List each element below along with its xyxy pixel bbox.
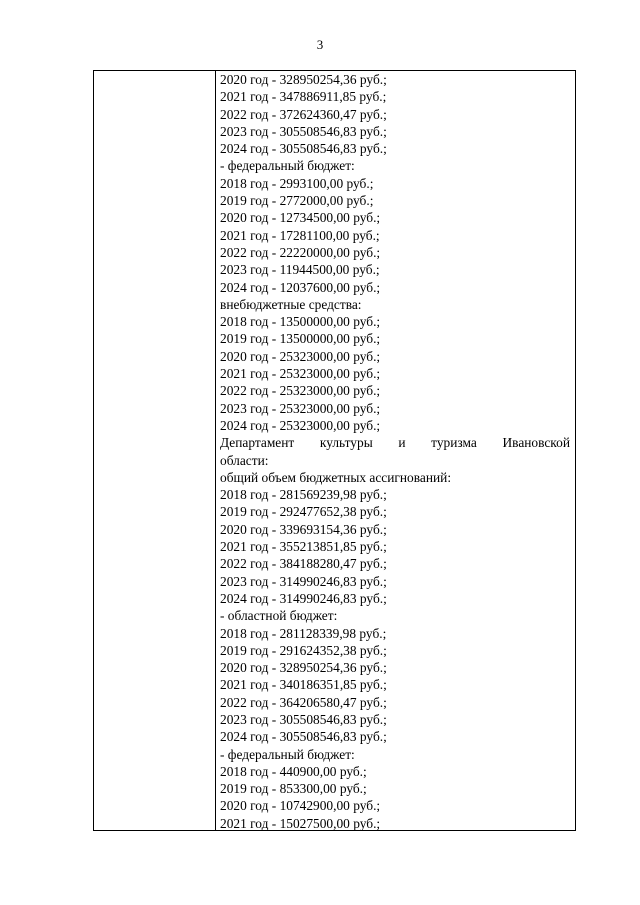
text-line: 2018 год - 2993100,00 руб.; [220,175,374,191]
text-line: 2021 год - 340186351,85 руб.; [220,677,387,693]
text-line: 2024 год - 314990246,83 руб.; [220,590,387,606]
text-line: 2023 год - 11944500,00 руб.; [220,262,380,278]
text-line: 2024 год - 305508546,83 руб.; [220,729,387,745]
text-line: 2020 год - 10742900,00 руб.; [220,798,381,814]
text-line: 2021 год - 355213851,85 руб.; [220,539,387,555]
text-line: 2018 год - 13500000,00 руб.; [220,314,381,330]
text-line: 2023 год - 305508546,83 руб.; [220,123,387,139]
text-line: 2019 год - 13500000,00 руб.; [220,331,381,347]
text-line: - областной бюджет: [220,608,338,624]
department-word: туризма [431,435,477,451]
department-heading-line [220,434,570,451]
text-line: 2023 год - 314990246,83 руб.; [220,573,387,589]
text-line: 2020 год - 339693154,36 руб.; [220,521,387,537]
text-line: 2018 год - 440900,00 руб.; [220,763,367,779]
text-line: 2018 год - 281569239,98 руб.; [220,487,387,503]
text-line: 2020 год - 328950254,36 руб.; [220,72,387,87]
text-line: - федеральный бюджет: [220,746,355,762]
text-line: 2024 год - 25323000,00 руб.; [220,417,381,433]
text-line: 2022 год - 25323000,00 руб.; [220,383,381,399]
text-line: 2021 год - 17281100,00 руб.; [220,227,380,243]
text-line: 2019 год - 2772000,00 руб.; [220,193,374,209]
lines-group-b [220,452,570,833]
text-line: 2020 год - 12734500,00 руб.; [220,210,381,226]
text-line: 2020 год - 25323000,00 руб.; [220,348,381,364]
text-line: 2022 год - 364206580,47 руб.; [220,694,387,710]
text-line: 2023 год - 305508546,83 руб.; [220,711,387,727]
department-word: Ивановской [502,435,570,451]
text-line: 2024 год - 305508546,83 руб.; [220,141,387,157]
text-line: 2022 год - 372624360,47 руб.; [220,106,387,122]
text-line: области: [220,452,269,468]
text-line: 2021 год - 15027500,00 руб.; [220,815,381,831]
text-line: 2019 год - 853300,00 руб.; [220,781,367,797]
department-word: и [398,435,406,451]
text-line: 2020 год - 328950254,36 руб.; [220,660,387,676]
page-number: 3 [316,37,324,52]
text-line: 2023 год - 25323000,00 руб.; [220,400,381,416]
department-word: культуры [319,435,373,451]
text-line: внебюджетные средства: [220,296,362,312]
text-line: 2019 год - 291624352,38 руб.; [220,642,387,658]
department-word: Департамент [220,435,295,451]
text-line: 2022 год - 22220000,00 руб.; [220,244,381,260]
text-line: 2021 год - 25323000,00 руб.; [220,366,381,382]
budget-table [93,70,576,831]
text-line: 2018 год - 281128339,98 руб.; [220,625,387,641]
text-line: 2021 год - 347886911,85 руб.; [220,89,387,105]
text-line: - федеральный бюджет: [220,158,355,174]
table-left-cell [94,71,215,830]
text-line: 2024 год - 12037600,00 руб.; [220,279,381,295]
text-line: 2022 год - 384188280,47 руб.; [220,556,387,572]
text-line: общий объем бюджетных ассигнований: [220,469,452,485]
text-line: 2019 год - 292477652,38 руб.; [220,504,387,520]
table-right-cell [216,71,575,832]
lines-group-a [220,71,570,434]
